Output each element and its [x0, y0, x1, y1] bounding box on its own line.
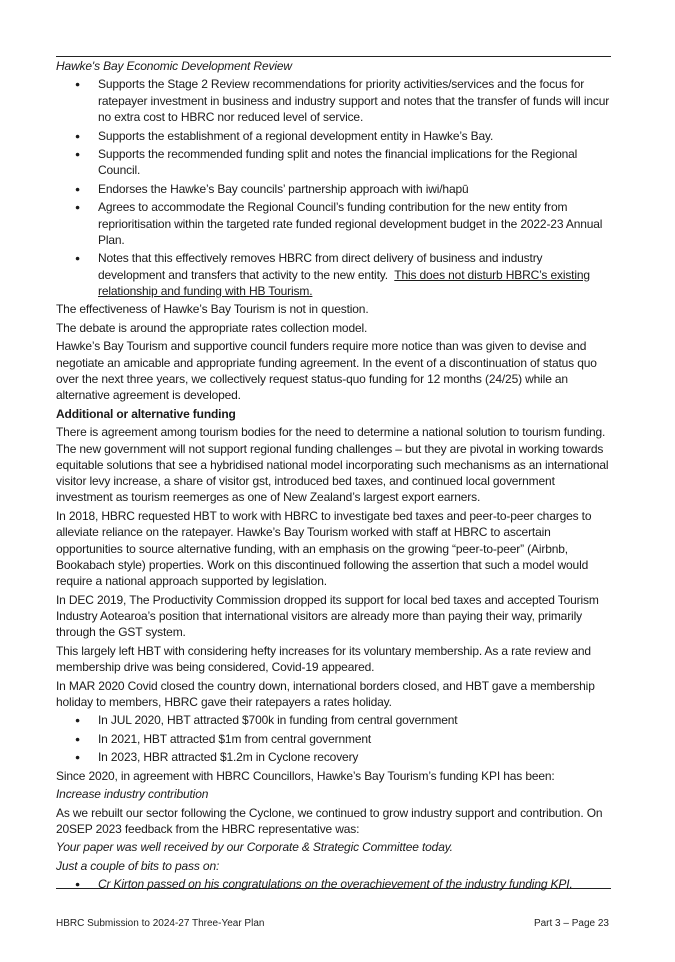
- page-body: [56, 58, 611, 895]
- bottom-rule: [56, 888, 611, 889]
- kpi-text: Increase industry contribution: [56, 787, 209, 802]
- review-last-text: Notes that this effectively removes HBRC from direct delivery of business and industry development and transfers that activity to the new entity.: [98, 251, 543, 282]
- section-title: Hawke's Bay Economic Development Review: [56, 59, 292, 73]
- review-bullet-item: ● Supports the Stage 2 Review recommendations for priority activities/services and the focus for ratepayer investment in business and industry support and notes that the transfer of funds will incur no extra cost to HBRC nor reduced level of service.: [56, 76, 611, 125]
- review-bullet-item: ● Supports the recommended funding split and notes the financial implications for the Regional Council.: [56, 146, 611, 179]
- para-2020: In MAR 2020 Covid closed the country down, international borders closed, and HBT gave a membership holiday to members, HBRC gave their ratepayers a rates holiday.: [56, 678, 595, 709]
- review-bullet-list: [56, 76, 611, 299]
- funding-bullet-list: [56, 712, 611, 765]
- para-2018: In 2018, HBRC requested HBT to work with HBRC to investigate bed taxes and peer-to-peer charges to alleviate reliance on the ratepayer. Hawke’s Bay Tourism worked with staff at HBRC to ascertain opportunities to source alternative funding, with an emphasis on the growing “peer-to-peer” (Airbnb, Bookabach style) properties. Work on this discontinued following the assertion that such a model would require a national approach supported by legislation.: [56, 508, 592, 589]
- funding-bullet-item: ● In JUL 2020, HBT attracted $700k in funding from central government: [56, 712, 611, 728]
- para-notice: Hawke’s Bay Tourism and supportive council funders require more notice than was given to devise and negotiate an amicable and appropriate funding agreement. In the event of a discontinuation of status quo over the next three years, we collectively request status-quo funding for 12 months (24/25) while an alternative agreement is developed.: [56, 339, 597, 403]
- heading-funding: Additional or alternative funding: [56, 406, 236, 421]
- footer-page-number: Part 3 – Page 23: [533, 918, 609, 929]
- para-kpi: Since 2020, in agreement with HBRC Councillors, Hawke’s Bay Tourism’s funding KPI has been:: [56, 768, 555, 783]
- quote-bullet-item: ● Cr Kirton passed on his congratulations on the overachievement of the industry funding KPI.: [56, 876, 611, 892]
- para-cyclone: As we rebuilt our sector following the Cyclone, we continued to grow industry support and contribution. On 20SEP 2023 feedback from the HBRC representative was:: [56, 805, 603, 836]
- review-bullet-item: ● Supports the establishment of a regional development entity in Hawke’s Bay.: [56, 128, 611, 144]
- quote-line-2: Just a couple of bits to pass on:: [56, 858, 220, 873]
- para-effectiveness: The effectiveness of Hawke’s Bay Tourism is not in question.: [56, 302, 369, 317]
- funding-bullet-item: ● In 2021, HBT attracted $1m from central government: [56, 731, 611, 747]
- para-debate: The debate is around the appropriate rates collection model.: [56, 320, 368, 335]
- para-agreement: There is agreement among tourism bodies for the need to determine a national solution to tourism funding. The new government will not support regional funding challenges – but they are pivotal in working towards equitable solutions that see a hybridised national model incorporating such mechanisms as an international visitor levy increase, a share of visitor gst, introduced bed taxes, and continued local government investment as tourism reemerges as one of New Zealand’s largest export earners.: [56, 425, 609, 505]
- footer-document-title: HBRC Submission to 2024-27 Three-Year Plan: [56, 918, 265, 929]
- review-bullet-item-last: [56, 250, 611, 299]
- para-2019: In DEC 2019, The Productivity Commission dropped its support for local bed taxes and accepted Tourism Industry Aotearoa’s position that international visitors are already more than paying their way, primarily through the GST system.: [56, 592, 599, 640]
- funding-bullet-item: ● In 2023, HBR attracted $1.2m in Cyclone recovery: [56, 749, 611, 765]
- quote-bullet-list: [56, 876, 611, 892]
- quote-line-1: Your paper was well received by our Corporate & Strategic Committee today.: [56, 840, 453, 855]
- review-bullet-item: ● Agrees to accommodate the Regional Council’s funding contribution for the new entity from reprioritisation within the targeted rate funded regional development budget in the 2022-23 Annual Plan.: [56, 199, 611, 248]
- para-hefty: This largely left HBT with considering hefty increases for its voluntary membership. As a rate review and membership drive was being considered, Covid-19 appeared.: [56, 643, 591, 675]
- review-bullet-item: ● Endorses the Hawke’s Bay councils’ partnership approach with iwi/hapū: [56, 181, 611, 197]
- review-last-underlined: This does not disturb HBRC’s existing relationship and funding with HB Tourism.: [98, 267, 590, 298]
- top-rule: [56, 56, 611, 57]
